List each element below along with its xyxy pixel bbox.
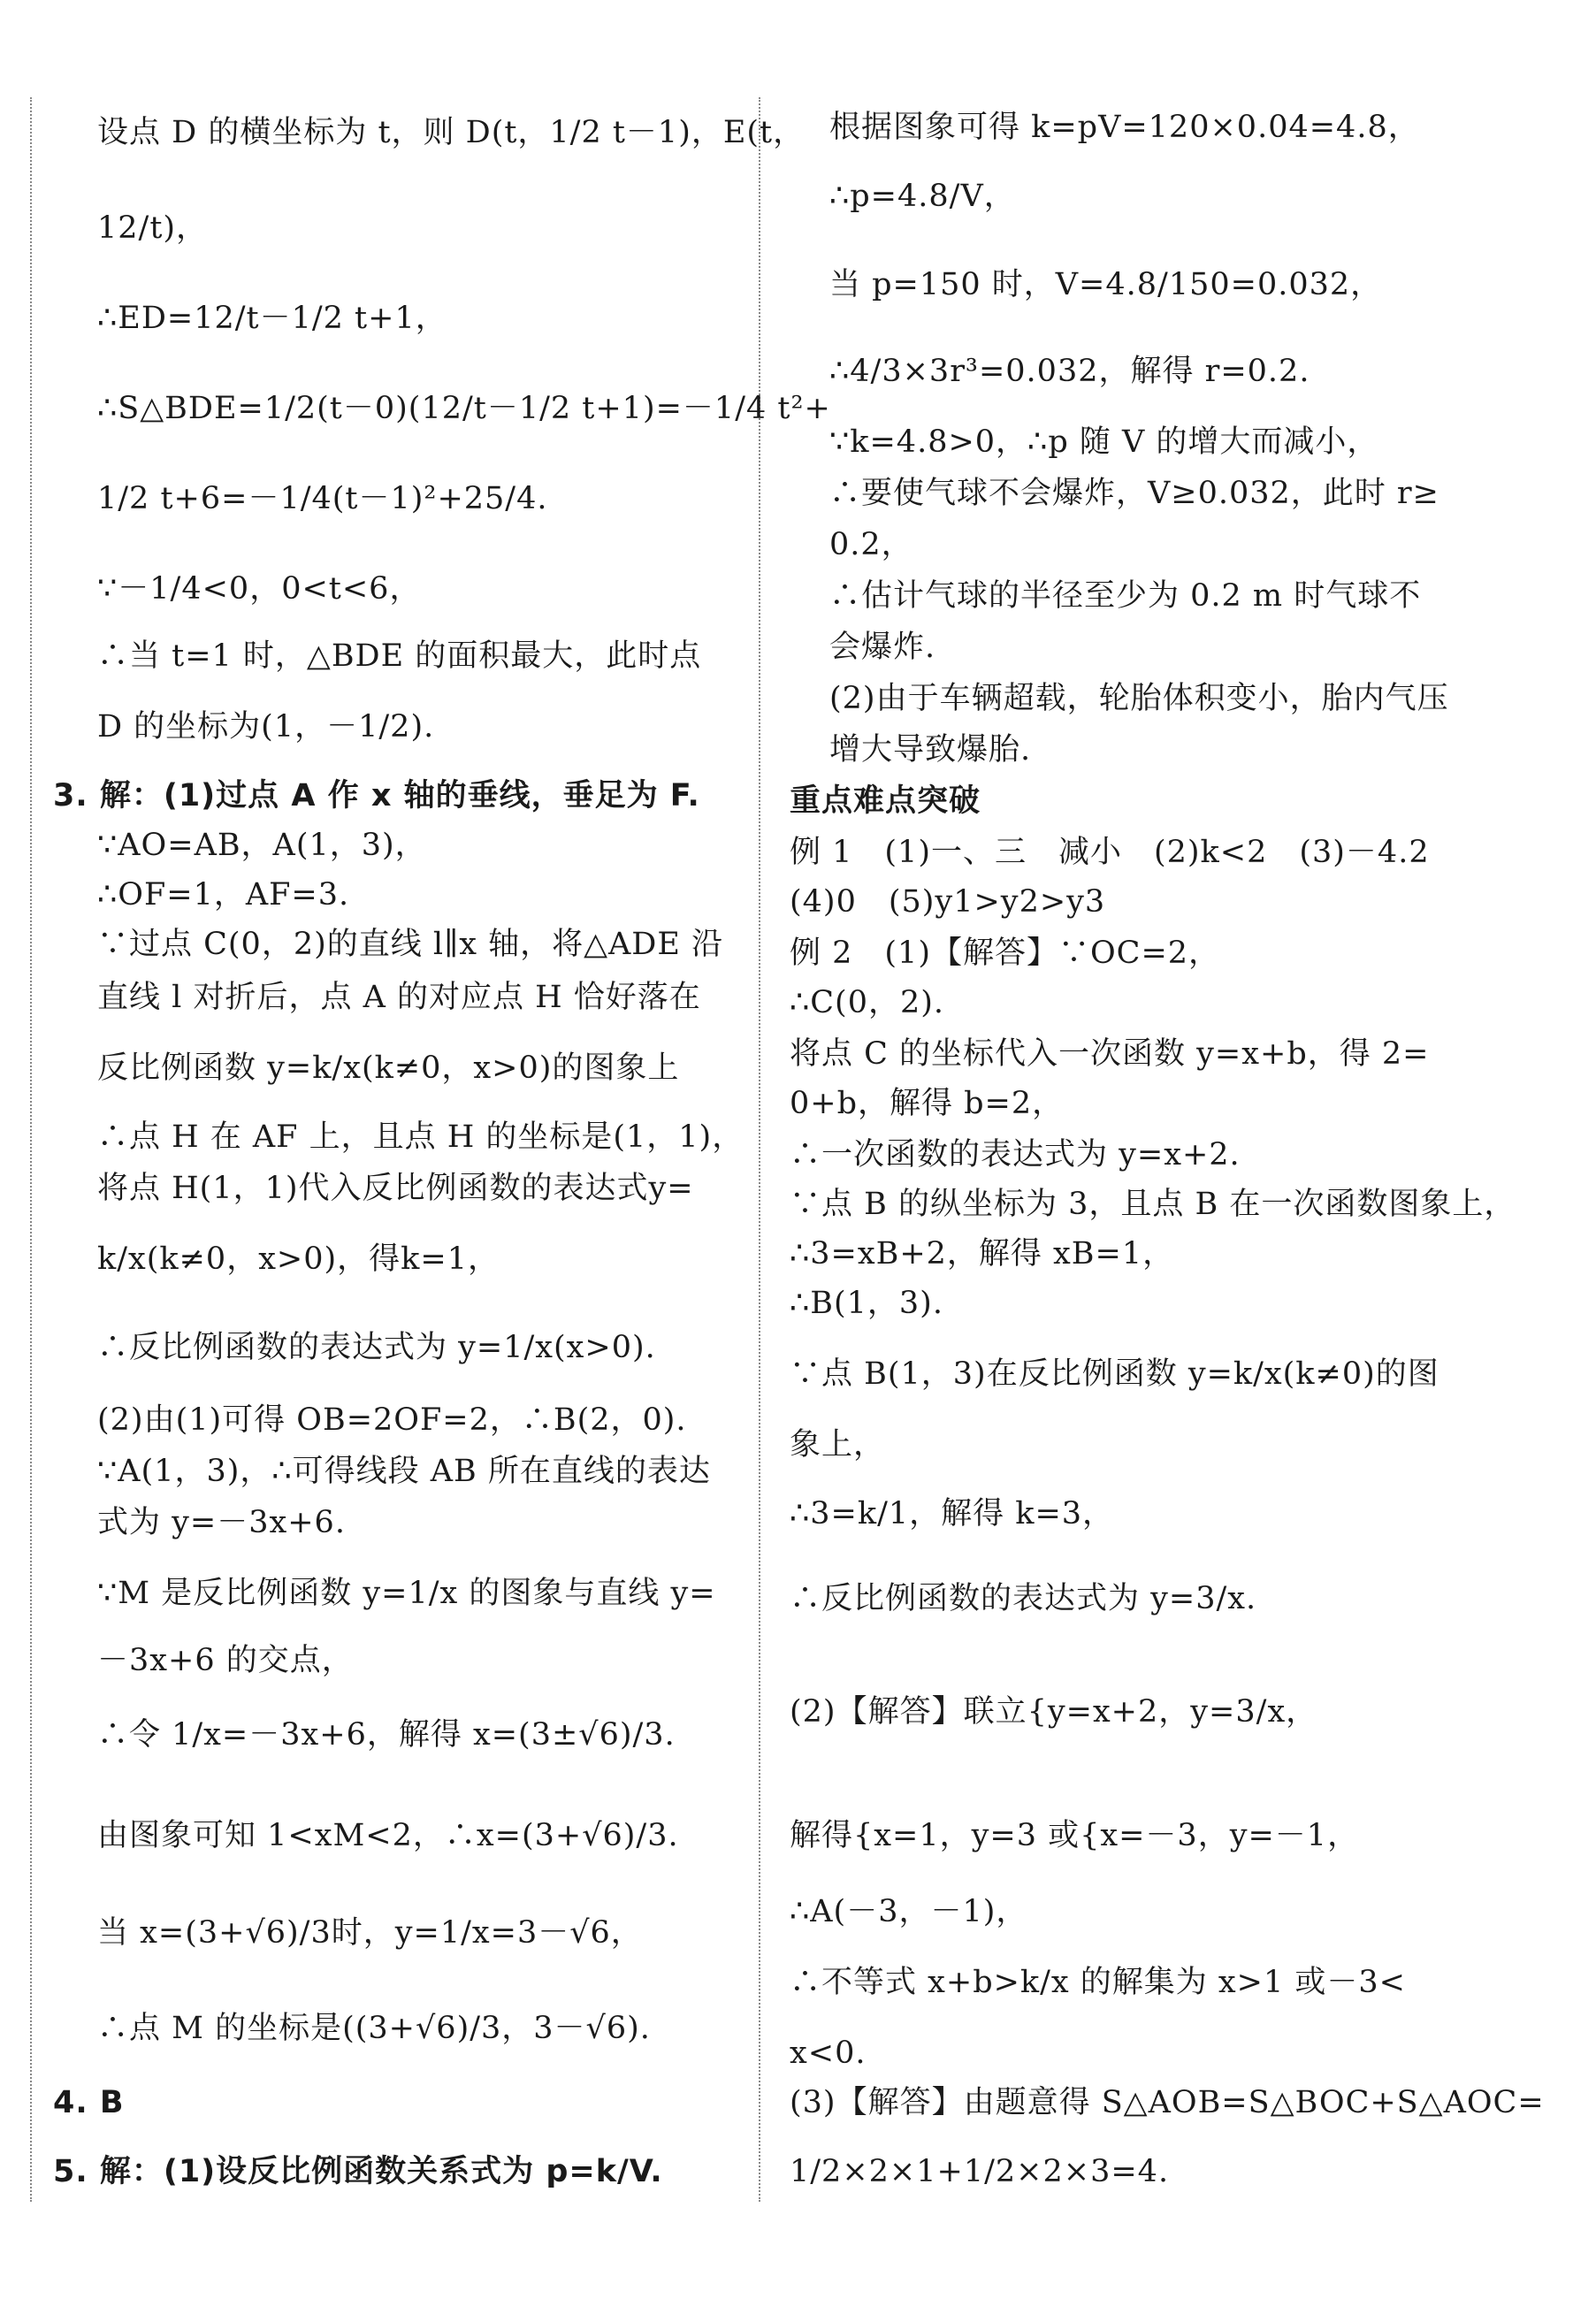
text-line: 设点 D 的横坐标为 t，则 D(t，1/2 t－1)，E(t， [97, 115, 806, 150]
text-line: 0+b，解得 b=2， [790, 1086, 1065, 1121]
left-margin-rule [30, 97, 32, 2202]
text-line: (2)由(1)可得 OB=2OF=2，∴B(2，0). [97, 1402, 687, 1438]
text-line: 反比例函数 y=k/x(k≠0，x>0)的图象上 [97, 1050, 680, 1086]
text-line: 增大导致爆胎. [829, 732, 1032, 768]
text-line: (2)【解答】联立{y=x+2，y=3/x， [790, 1694, 1318, 1730]
text-line: ∴要使气球不会爆炸，V≥0.032，此时 r≥ [829, 476, 1439, 511]
text-line: ∴令 1/x=－3x+6，解得 x=(3±√6)/3. [97, 1717, 676, 1753]
question-3-heading: 3. 解：(1)过点 A 作 x 轴的垂线，垂足为 F. [53, 778, 700, 813]
text-line: ∴p=4.8/V， [829, 179, 1016, 214]
text-line: ∴一次函数的表达式为 y=x+2. [790, 1137, 1241, 1172]
text-line: 将点 H(1，1)代入反比例函数的表达式y= [97, 1171, 694, 1206]
text-line: ∴反比例函数的表达式为 y=1/x(x>0). [97, 1330, 656, 1365]
text-line: ∵点 B(1，3)在反比例函数 y=k/x(k≠0)的图 [790, 1356, 1439, 1392]
text-line: ∵－1/4<0，0<t<6， [97, 571, 422, 607]
text-line: ∴点 M 的坐标是((3+√6)/3，3－√6). [97, 2011, 651, 2046]
text-line: (3)【解答】由题意得 S△AOB=S△BOC+S△AOC= [790, 2085, 1545, 2120]
text-line: ∴C(0，2). [790, 985, 945, 1020]
example-1-line: (4)0 (5)y1>y2>y3 [790, 884, 1106, 920]
text-line: 会爆炸. [829, 630, 936, 665]
text-line: 12/t)， [97, 210, 209, 246]
text-line: ∴B(1，3). [790, 1286, 943, 1321]
text-line: 象上， [790, 1427, 886, 1463]
text-line: ∴点 H 在 AF 上，且点 H 的坐标是(1，1)， [97, 1119, 745, 1155]
question-5-heading: 5. 解：(1)设反比例函数关系式为 p=k/V. [53, 2154, 663, 2189]
text-line: ∴3=xB+2，解得 xB=1， [790, 1236, 1175, 1272]
text-line: x<0. [790, 2036, 867, 2071]
text-line: ∴OF=1，AF=3. [97, 877, 350, 913]
text-line: ∵A(1，3)，∴可得线段 AB 所在直线的表达 [97, 1454, 711, 1489]
text-line: －3x+6 的交点， [97, 1643, 354, 1678]
text-line: ∴反比例函数的表达式为 y=3/x. [790, 1581, 1257, 1616]
text-line: 当 x=(3+√6)/3时，y=1/x=3－√6， [97, 1915, 643, 1951]
text-line: ∴4/3×3r³=0.032，解得 r=0.2. [829, 354, 1310, 389]
text-line: ∴估计气球的半径至少为 0.2 m 时气球不 [829, 578, 1422, 614]
text-line: 式为 y=－3x+6. [97, 1505, 346, 1540]
text-line: 1/2×2×1+1/2×2×3=4. [790, 2154, 1170, 2189]
text-line: ∵AO=AB，A(1，3)， [97, 828, 427, 863]
text-line: ∵k=4.8>0，∴p 随 V 的增大而减小， [829, 424, 1379, 460]
text-line: k/x(k≠0，x>0)，得k=1， [97, 1241, 500, 1277]
text-line: ∴3=k/1，解得 k=3， [790, 1496, 1115, 1531]
text-line: ∵过点 C(0，2)的直线 l∥x 轴，将△ADE 沿 [97, 927, 724, 962]
question-4-answer: 4. B [53, 2085, 125, 2120]
text-line: 直线 l 对折后，点 A 的对应点 H 恰好落在 [97, 980, 701, 1015]
section-heading: 重点难点突破 [790, 783, 981, 819]
text-line: 由图象可知 1<xM<2，∴x=(3+√6)/3. [97, 1818, 679, 1853]
text-line: ∴A(－3，－1)， [790, 1894, 1028, 1929]
text-line: 当 p=150 时，V=4.8/150=0.032， [829, 267, 1383, 302]
text-line: ∴不等式 x+b>k/x 的解集为 x>1 或－3< [790, 1965, 1406, 2000]
text-line: 根据图象可得 k=pV=120×0.04=4.8， [829, 110, 1420, 145]
text-line: ∵M 是反比例函数 y=1/x 的图象与直线 y= [97, 1576, 716, 1611]
text-line: 1/2 t+6=－1/4(t－1)²+25/4. [97, 481, 548, 516]
text-line: ∵点 B 的纵坐标为 3，且点 B 在一次函数图象上， [790, 1187, 1516, 1222]
text-line: 将点 C 的坐标代入一次函数 y=x+b，得 2= [790, 1036, 1430, 1072]
text-line: ∴ED=12/t－1/2 t+1， [97, 301, 447, 336]
text-line: ∴当 t=1 时，△BDE 的面积最大，此时点 [97, 638, 702, 674]
text-line: ∴S△BDE=1/2(t－0)(12/t－1/2 t+1)=－1/4 t²+ [97, 391, 831, 426]
text-line: 0.2， [829, 527, 913, 562]
text-line: 解得{x=1，y=3 或{x=－3，y=－1， [790, 1818, 1360, 1853]
example-1-line: 例 1 (1)一、三 减小 (2)k<2 (3)－4.2 [790, 835, 1430, 870]
text-line: D 的坐标为(1，－1/2). [97, 709, 435, 745]
example-2-line: 例 2 (1)【解答】∵OC=2， [790, 936, 1221, 971]
text-line: (2)由于车辆超载，轮胎体积变小，胎内气压 [829, 681, 1449, 716]
